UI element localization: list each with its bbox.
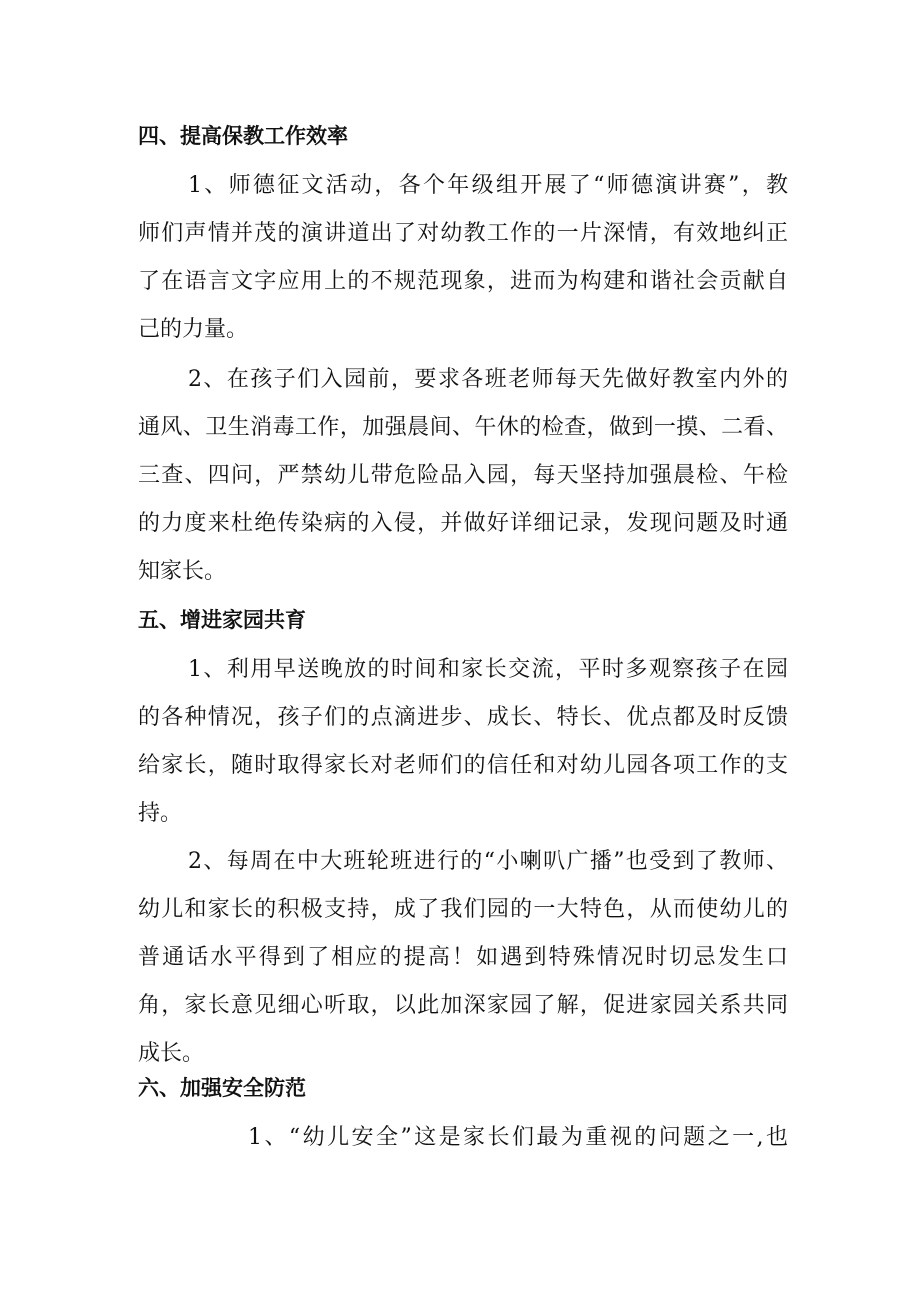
text-line: 给家长，随时取得家长对老师们的信任和对幼儿园各项工作的支 [138, 753, 788, 778]
text-line: 1、师德征文活动，各个年级组开展了“师德演讲赛”，教 [188, 173, 788, 198]
text-line: 通风、卫生消毒工作，加强晨间、午休的检查，做到一摸、二看、 [138, 415, 788, 440]
text-line: 成长。 [138, 1041, 205, 1066]
section-heading-6: 六、加强安全防范 [138, 1076, 306, 1100]
text-line: 角，家长意见细心听取，以此加深家园了解，促进家园关系共同 [138, 993, 788, 1018]
text-line: 普通话水平得到了相应的提高！如遇到特殊情况时切忌发生口 [138, 945, 788, 970]
section-heading-4: 四、提高保教工作效率 [138, 124, 348, 148]
section-4-paragraph-1 [138, 162, 788, 354]
text-line: 的力度来杜绝传染病的入侵，并做好详细记录，发现问题及时通 [138, 511, 788, 536]
section-heading-5: 五、增进家园共育 [138, 608, 306, 632]
text-line: 己的力量。 [138, 317, 249, 342]
section-5-paragraph-1 [138, 646, 788, 838]
text-line: 1、利用早送晚放的时间和家长交流，平时多观察孩子在园 [188, 657, 788, 682]
text-line: 持。 [138, 801, 183, 826]
section-6-paragraph-1 [138, 1114, 788, 1162]
text-line: 了在语言文字应用上的不规范现象，进而为构建和谐社会贡献自 [138, 269, 788, 294]
text-line: 幼儿和家长的积极支持，成了我们园的一大特色，从而使幼儿的 [138, 897, 788, 922]
text-line: 2、在孩子们入园前，要求各班老师每天先做好教室内外的 [188, 367, 788, 392]
text-line: 的各种情况，孩子们的点滴进步、成长、特长、优点都及时反馈 [138, 705, 788, 730]
section-4-paragraph-2 [138, 356, 788, 596]
text-line: 三查、四问，严禁幼儿带危险品入园，每天坚持加强晨检、午检 [138, 463, 788, 488]
text-line: 知家长。 [138, 559, 227, 584]
text-line: 1、“幼儿安全”这是家长们最为重视的问题之一,也 [248, 1125, 788, 1150]
section-5-paragraph-2 [138, 838, 788, 1078]
text-line: 2、每周在中大班轮班进行的“小喇叭广播”也受到了教师、 [188, 849, 788, 874]
text-line: 师们声情并茂的演讲道出了对幼教工作的一片深情，有效地纠正 [138, 221, 788, 246]
